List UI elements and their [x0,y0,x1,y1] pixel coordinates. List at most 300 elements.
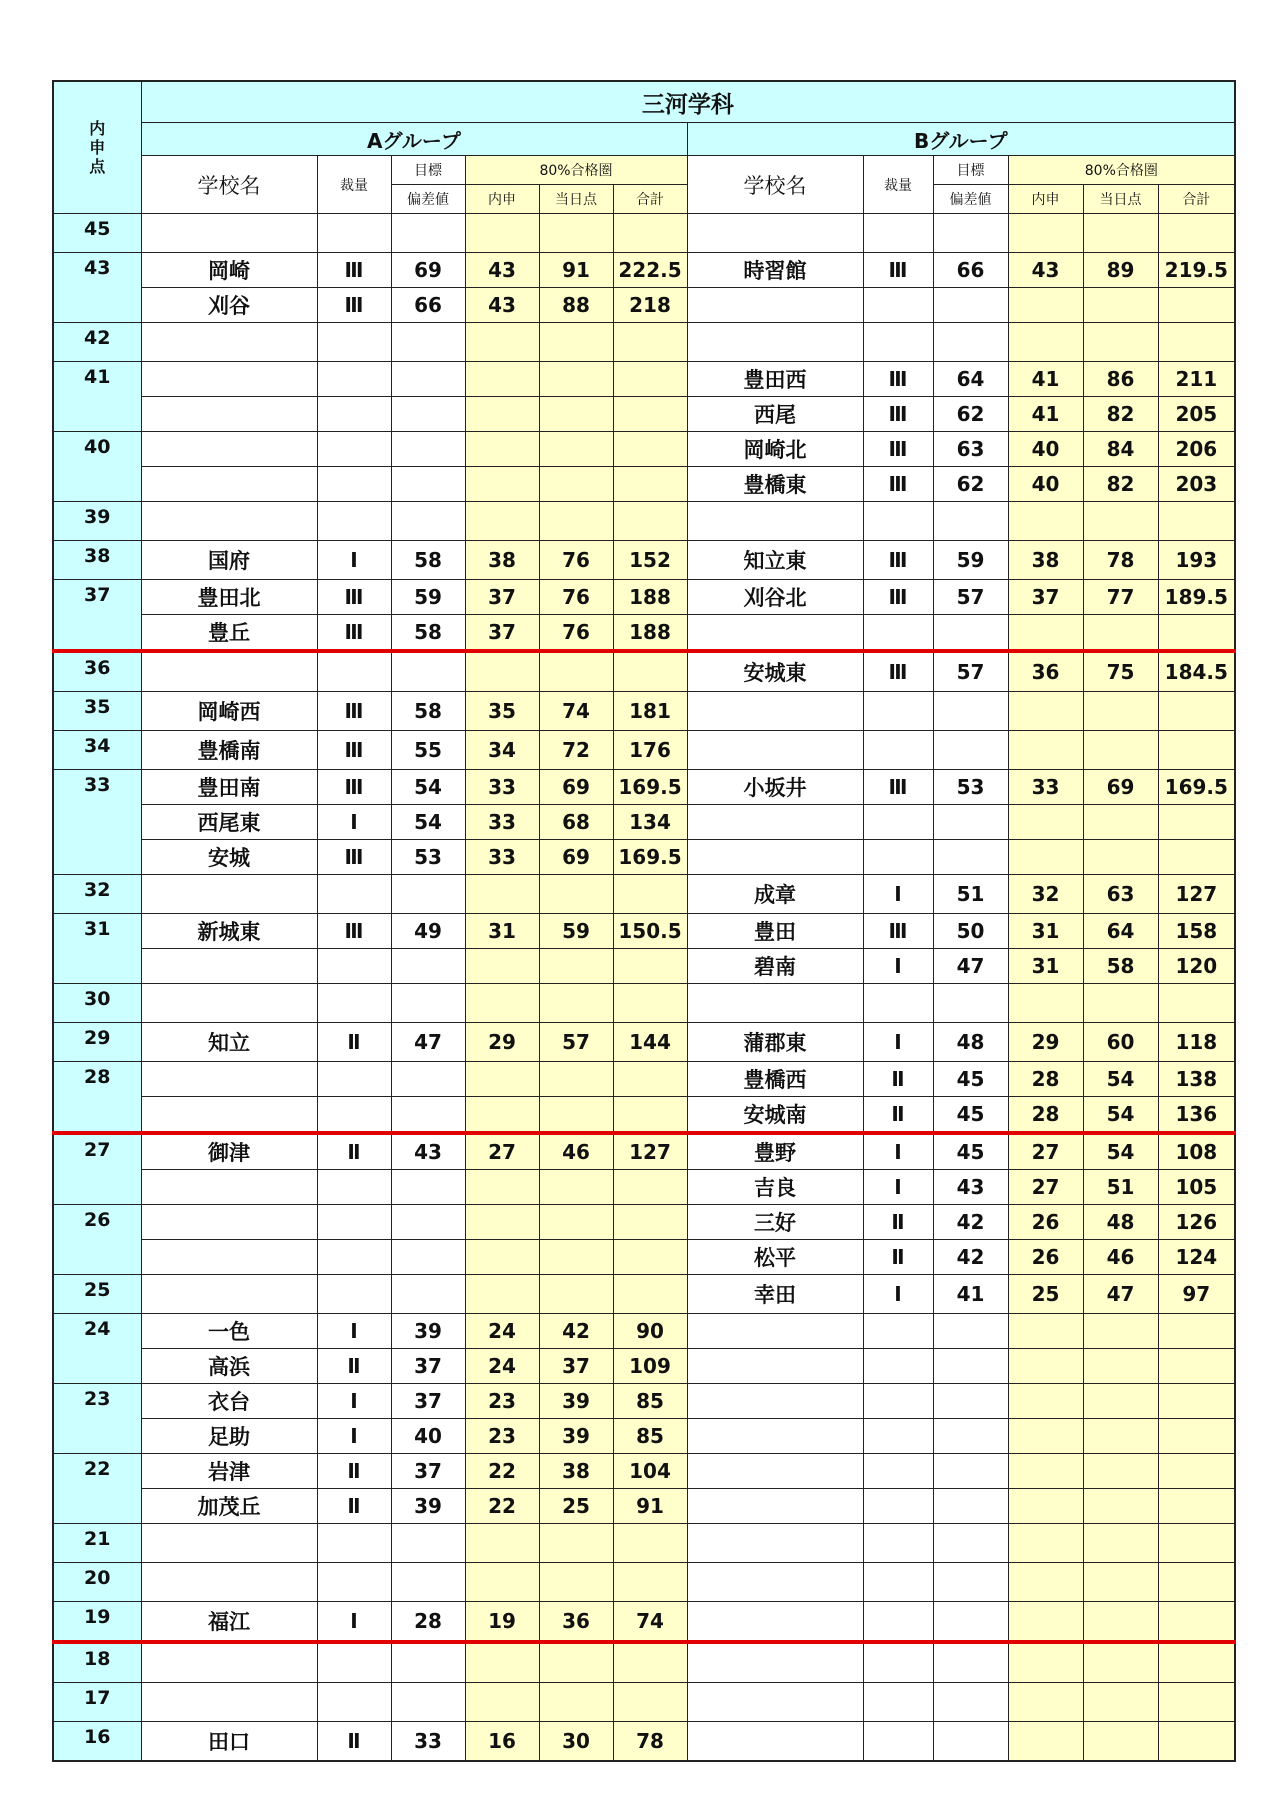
b-total-cell [1158,323,1235,362]
a-deviation-cell: 40 [391,1419,465,1454]
a-school-cell: 足助 [141,1419,317,1454]
a-school-cell: 西尾東 [141,805,317,840]
b-deviation-cell [933,1419,1008,1454]
a-total-cell [613,1683,687,1722]
a-total-cell: 78 [613,1722,687,1762]
a-naishin-cell [465,1170,539,1205]
b-deviation-cell [933,984,1008,1023]
table-title: 三河学科 [141,81,1235,123]
a-discretion-cell [317,362,391,397]
a-naishin-cell: 22 [465,1489,539,1524]
a-total-cell [613,1097,687,1134]
a-school-cell: 知立 [141,1023,317,1062]
a-naishin-cell [465,1240,539,1275]
b-naishin-cell: 27 [1008,1170,1083,1205]
a-total-cell: 91 [613,1489,687,1524]
a-total-cell [613,397,687,432]
b-naishin-cell: 43 [1008,253,1083,288]
a-deviation-cell: 58 [391,692,465,731]
admission-table [52,80,1236,1762]
table-row [53,805,1235,840]
table-row [53,1349,1235,1384]
a-discretion-cell: Ⅰ [317,1314,391,1349]
b-naishin-cell: 37 [1008,580,1083,615]
b-naishin-cell [1008,1384,1083,1419]
b-naishin-cell [1008,615,1083,652]
a-total-cell: 150.5 [613,914,687,949]
b-test-score-cell [1083,1349,1158,1384]
b-deviation-cell: 41 [933,1275,1008,1314]
a-school-cell: 新城東 [141,914,317,949]
b-school-cell [687,502,863,541]
a-test-score-cell [539,1683,613,1722]
b-naishin-cell: 36 [1008,651,1083,692]
table-row [53,214,1235,253]
a-total-cell [613,1062,687,1097]
b-discretion-cell: Ⅰ [863,1133,933,1170]
a-naishin-header: 内申 [465,185,539,214]
b-school-cell [687,214,863,253]
b-naishin-cell: 40 [1008,467,1083,502]
b-naishin-cell: 41 [1008,362,1083,397]
a-test-score-cell: 68 [539,805,613,840]
b-test-score-cell: 69 [1083,770,1158,805]
b-discretion-cell [863,214,933,253]
a-test-score-cell: 42 [539,1314,613,1349]
naishin-point-cell: 20 [53,1563,141,1602]
a-deviation-cell [391,651,465,692]
b-deviation-cell [933,1314,1008,1349]
b-discretion-cell: Ⅲ [863,253,933,288]
a-test-score-cell [539,214,613,253]
b-naishin-cell [1008,1563,1083,1602]
b-naishin-cell [1008,502,1083,541]
a-discretion-cell: Ⅱ [317,1722,391,1762]
a-naishin-cell [465,1642,539,1683]
a-discretion-cell: Ⅱ [317,1454,391,1489]
b-school-cell: 豊田 [687,914,863,949]
a-deviation-cell [391,467,465,502]
a-school-cell: 御津 [141,1133,317,1170]
b-school-cell [687,840,863,875]
a-discretion-cell [317,949,391,984]
a-deviation-cell: 66 [391,288,465,323]
b-total-cell [1158,288,1235,323]
a-deviation-cell: 43 [391,1133,465,1170]
b-total-cell: 127 [1158,875,1235,914]
b-naishin-cell: 31 [1008,949,1083,984]
b-discretion-cell: Ⅱ [863,1062,933,1097]
a-school-cell: 国府 [141,541,317,580]
a-discretion-cell [317,1062,391,1097]
b-total-cell: 193 [1158,541,1235,580]
b-deviation-cell: 57 [933,651,1008,692]
a-test-score-cell [539,467,613,502]
b-total-cell: 97 [1158,1275,1235,1314]
b-total-cell [1158,1563,1235,1602]
b-total-cell [1158,840,1235,875]
b-naishin-cell [1008,1349,1083,1384]
a-school-cell [141,651,317,692]
b-school-cell [687,1419,863,1454]
b-naishin-cell [1008,288,1083,323]
a-deviation-cell [391,1062,465,1097]
b-naishin-cell [1008,1722,1083,1762]
b-naishin-cell [1008,731,1083,770]
naishin-point-cell: 37 [53,580,141,652]
b-school-cell: 知立東 [687,541,863,580]
a-deviation-cell [391,875,465,914]
b-test-score-cell: 82 [1083,467,1158,502]
b-test-score-cell: 64 [1083,914,1158,949]
a-naishin-cell: 33 [465,805,539,840]
a-deviation-cell: 47 [391,1023,465,1062]
b-test-score-cell: 47 [1083,1275,1158,1314]
naishin-point-cell: 19 [53,1602,141,1643]
b-school-cell [687,1722,863,1762]
b-deviation-cell: 62 [933,467,1008,502]
b-school-cell: 豊橋西 [687,1062,863,1097]
a-school-cell [141,432,317,467]
b-discretion-cell: Ⅰ [863,875,933,914]
b-deviation-cell [933,1683,1008,1722]
a-total-cell: 218 [613,288,687,323]
b-school-cell [687,692,863,731]
b-total-cell: 105 [1158,1170,1235,1205]
table-body [53,81,1235,1761]
b-naishin-cell [1008,1642,1083,1683]
a-deviation-cell [391,323,465,362]
b-school-cell [687,1454,863,1489]
b-discretion-cell [863,840,933,875]
a-discretion-cell: Ⅲ [317,253,391,288]
a-naishin-cell [465,651,539,692]
b-school-cell: 蒲郡東 [687,1023,863,1062]
a-total-cell [613,1240,687,1275]
b-discretion-cell [863,1384,933,1419]
a-naishin-cell [465,1205,539,1240]
a-test-score-cell: 30 [539,1722,613,1762]
b-test-score-cell: 58 [1083,949,1158,984]
b-total-cell [1158,615,1235,652]
b-test-score-cell [1083,1384,1158,1419]
b-discretion-cell [863,1314,933,1349]
a-naishin-cell: 37 [465,580,539,615]
a-school-cell [141,362,317,397]
b-total-cell: 118 [1158,1023,1235,1062]
a-total-cell [613,1205,687,1240]
b-test-score-cell [1083,1489,1158,1524]
table-row [53,1170,1235,1205]
table-row [53,875,1235,914]
a-naishin-cell [465,214,539,253]
b-discretion-cell [863,615,933,652]
a-school-cell: 衣台 [141,1384,317,1419]
a-school-cell: 刈谷 [141,288,317,323]
a-total-cell [613,984,687,1023]
b-school-cell: 三好 [687,1205,863,1240]
a-school-cell [141,1062,317,1097]
a-naishin-cell [465,467,539,502]
a-test-score-cell: 74 [539,692,613,731]
a-total-cell: 152 [613,541,687,580]
b-discretion-cell [863,1642,933,1683]
naishin-point-cell: 33 [53,770,141,875]
a-naishin-cell: 31 [465,914,539,949]
table-row [53,362,1235,397]
a-naishin-cell: 37 [465,615,539,652]
naishin-point-cell: 25 [53,1275,141,1314]
naishin-point-cell: 26 [53,1205,141,1275]
table-row [53,1454,1235,1489]
a-test-score-cell: 91 [539,253,613,288]
a-discretion-cell [317,1275,391,1314]
b-deviation-cell [933,323,1008,362]
b-naishin-cell [1008,1683,1083,1722]
b-pass80-header: 80%合格圏 [1008,156,1235,185]
b-school-cell: 安城南 [687,1097,863,1134]
table-row [53,1602,1235,1643]
naishin-point-cell: 45 [53,214,141,253]
table-row [53,580,1235,615]
a-naishin-cell: 24 [465,1314,539,1349]
b-school-cell: 刈谷北 [687,580,863,615]
b-test-score-cell: 46 [1083,1240,1158,1275]
b-deviation-cell: 43 [933,1170,1008,1205]
a-test-score-cell: 57 [539,1023,613,1062]
b-deviation-cell [933,1563,1008,1602]
b-discretion-cell: Ⅰ [863,949,933,984]
naishin-point-header [53,81,141,214]
b-discretion-cell: Ⅰ [863,1023,933,1062]
b-total-cell: 158 [1158,914,1235,949]
b-naishin-cell [1008,1602,1083,1643]
b-discretion-cell: Ⅲ [863,770,933,805]
b-total-cell: 108 [1158,1133,1235,1170]
b-deviation-cell: 66 [933,253,1008,288]
a-deviation-cell: 39 [391,1489,465,1524]
b-total-cell: 126 [1158,1205,1235,1240]
a-discretion-cell: Ⅲ [317,615,391,652]
a-naishin-cell [465,1275,539,1314]
b-total-cell [1158,214,1235,253]
a-discretion-cell: Ⅲ [317,288,391,323]
b-test-score-cell: 86 [1083,362,1158,397]
table-row [53,1133,1235,1170]
b-test-score-cell [1083,214,1158,253]
a-school-cell [141,984,317,1023]
b-discretion-cell [863,323,933,362]
b-test-score-cell [1083,1683,1158,1722]
b-discretion-cell: Ⅲ [863,651,933,692]
b-school-cell: 安城東 [687,651,863,692]
b-deviation-cell [933,1722,1008,1762]
b-test-score-cell: 54 [1083,1062,1158,1097]
b-deviation-cell [933,731,1008,770]
a-test-score-cell: 25 [539,1489,613,1524]
naishin-point-cell: 31 [53,914,141,984]
b-discretion-cell [863,288,933,323]
a-total-cell: 74 [613,1602,687,1643]
a-school-cell: 田口 [141,1722,317,1762]
b-total-cell [1158,692,1235,731]
a-discretion-cell: Ⅰ [317,1602,391,1643]
table-row [53,1722,1235,1762]
b-deviation-cell [933,805,1008,840]
a-test-score-cell [539,1275,613,1314]
a-naishin-cell [465,949,539,984]
a-deviation-cell [391,1275,465,1314]
b-discretion-cell: Ⅲ [863,362,933,397]
b-test-score-cell: 75 [1083,651,1158,692]
a-deviation-header: 偏差値 [391,185,465,214]
a-naishin-cell [465,397,539,432]
a-naishin-cell [465,1062,539,1097]
a-discretion-cell: Ⅲ [317,914,391,949]
a-total-cell: 169.5 [613,840,687,875]
table-row [53,502,1235,541]
naishin-point-cell: 40 [53,432,141,502]
a-test-score-cell: 76 [539,615,613,652]
b-school-cell [687,805,863,840]
a-school-cell [141,323,317,362]
b-naishin-cell [1008,1419,1083,1454]
b-deviation-cell: 48 [933,1023,1008,1062]
a-naishin-cell [465,984,539,1023]
b-school-cell: 小坂井 [687,770,863,805]
a-naishin-cell: 24 [465,1349,539,1384]
b-discretion-cell [863,731,933,770]
a-discretion-cell [317,467,391,502]
table-row [53,323,1235,362]
a-school-cell: 豊田南 [141,770,317,805]
table-row [53,1384,1235,1419]
a-pass80-header: 80%合格圏 [465,156,687,185]
a-school-cell: 豊丘 [141,615,317,652]
a-total-cell [613,1642,687,1683]
b-naishin-cell: 27 [1008,1133,1083,1170]
a-discretion-cell: Ⅰ [317,805,391,840]
b-naishin-cell: 29 [1008,1023,1083,1062]
b-total-cell [1158,1419,1235,1454]
a-deviation-cell: 59 [391,580,465,615]
a-test-score-cell: 37 [539,1349,613,1384]
a-total-cell: 144 [613,1023,687,1062]
a-test-score-cell [539,502,613,541]
a-test-score-cell: 39 [539,1384,613,1419]
b-naishin-cell: 28 [1008,1062,1083,1097]
a-test-score-cell [539,1205,613,1240]
b-school-cell: 豊野 [687,1133,863,1170]
b-test-score-cell [1083,1642,1158,1683]
b-total-cell [1158,1683,1235,1722]
b-total-cell: 136 [1158,1097,1235,1134]
b-school-cell: 碧南 [687,949,863,984]
b-deviation-cell [933,692,1008,731]
naishin-point-header-label: 内 申 点 [89,119,106,176]
a-discretion-cell: Ⅱ [317,1489,391,1524]
a-discretion-cell [317,502,391,541]
a-test-score-cell: 59 [539,914,613,949]
table-row [53,692,1235,731]
a-school-cell: 福江 [141,1602,317,1643]
a-deviation-cell [391,1097,465,1134]
b-discretion-cell [863,692,933,731]
a-discretion-cell: Ⅰ [317,1419,391,1454]
b-deviation-cell [933,1524,1008,1563]
a-deviation-cell: 55 [391,731,465,770]
b-total-cell [1158,1314,1235,1349]
b-deviation-cell [933,1454,1008,1489]
a-naishin-cell: 34 [465,731,539,770]
a-total-cell [613,362,687,397]
b-deviation-cell: 42 [933,1240,1008,1275]
a-deviation-cell: 37 [391,1384,465,1419]
a-total-cell: 169.5 [613,770,687,805]
b-test-score-cell [1083,692,1158,731]
b-discretion-cell [863,1524,933,1563]
b-total-cell [1158,502,1235,541]
table-row [53,1489,1235,1524]
b-naishin-cell [1008,805,1083,840]
b-school-cell [687,1349,863,1384]
b-test-score-cell: 63 [1083,875,1158,914]
b-total-cell [1158,1524,1235,1563]
a-total-cell: 188 [613,580,687,615]
a-discretion-cell [317,432,391,467]
a-test-score-cell: 36 [539,1602,613,1643]
a-discretion-cell [317,1170,391,1205]
b-deviation-cell: 45 [933,1133,1008,1170]
a-test-score-cell: 69 [539,770,613,805]
a-test-score-cell [539,1563,613,1602]
table-row [53,541,1235,580]
table-row [53,253,1235,288]
b-deviation-cell [933,840,1008,875]
a-total-cell [613,949,687,984]
group-b-header: Bグループ [687,123,1235,156]
b-school-cell [687,1563,863,1602]
b-school-header: 学校名 [687,156,863,214]
a-deviation-cell [391,984,465,1023]
a-discretion-cell: Ⅲ [317,770,391,805]
b-discretion-cell: Ⅰ [863,1275,933,1314]
b-school-cell [687,1384,863,1419]
naishin-point-cell: 35 [53,692,141,731]
a-deviation-cell: 39 [391,1314,465,1349]
table-row [53,467,1235,502]
a-test-score-cell: 46 [539,1133,613,1170]
b-test-score-cell [1083,1722,1158,1762]
b-discretion-cell: Ⅰ [863,1170,933,1205]
b-total-cell [1158,1489,1235,1524]
b-total-cell: 206 [1158,432,1235,467]
b-deviation-header: 偏差値 [933,185,1008,214]
a-school-cell [141,1170,317,1205]
a-deviation-cell: 33 [391,1722,465,1762]
b-discretion-header: 裁量 [863,156,933,214]
naishin-point-cell: 24 [53,1314,141,1384]
b-school-cell [687,615,863,652]
b-naishin-cell [1008,1524,1083,1563]
a-school-cell: 岡崎 [141,253,317,288]
naishin-point-cell: 21 [53,1524,141,1563]
a-naishin-cell: 19 [465,1602,539,1643]
a-total-cell [613,502,687,541]
a-test-score-cell: 69 [539,840,613,875]
b-school-cell: 西尾 [687,397,863,432]
a-discretion-cell: Ⅲ [317,580,391,615]
